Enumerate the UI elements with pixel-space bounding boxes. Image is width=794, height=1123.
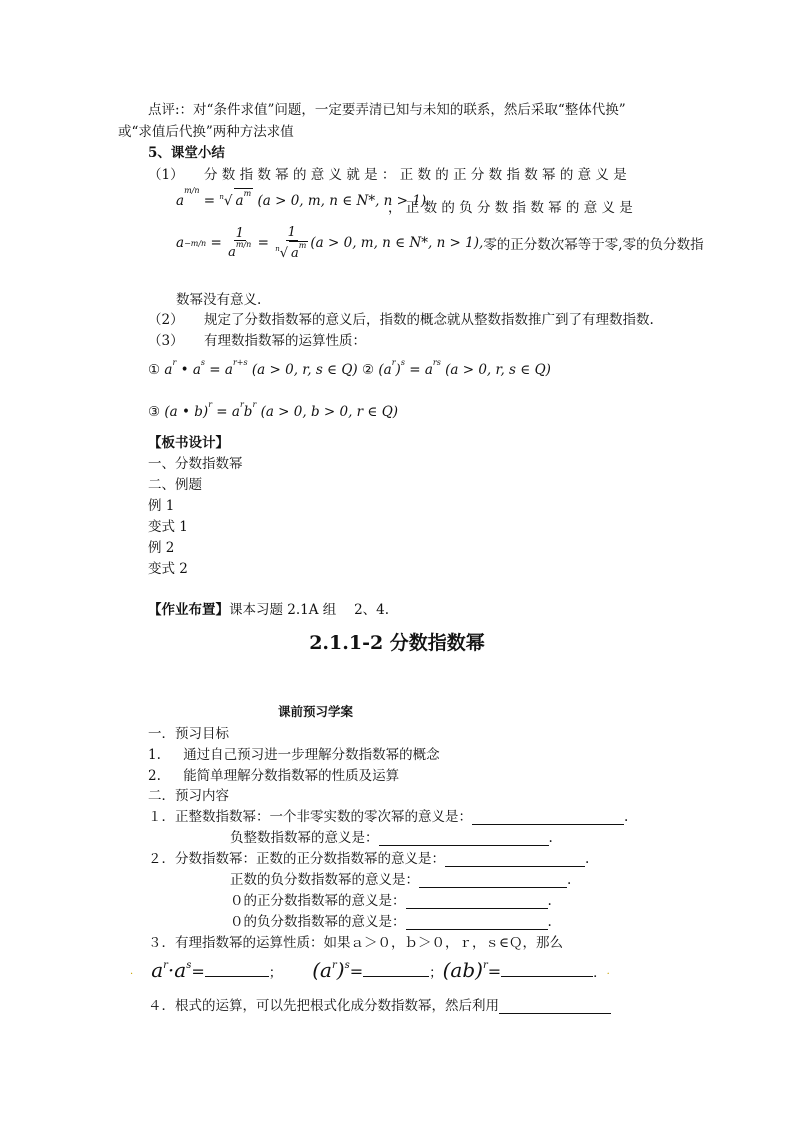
q3: ３．有理指数幂的运算性质：如果ａ＞０，ｂ＞０，ｒ，ｓ∈Ｑ，那么	[148, 935, 563, 951]
homework-text: 课本习题 2.1A 组 2、4.	[229, 602, 390, 618]
board-item: 例 1	[148, 498, 175, 514]
rule1-cond: (a > 0, r, s ∈ Q)	[251, 362, 358, 378]
goal-num: 2.	[148, 768, 161, 784]
rule-3: ③ (a • $b)^r = a^rb^r$ (a > 0, b > 0, r ∈ Q)	[148, 400, 399, 420]
board-item: 变式 1	[148, 519, 188, 535]
goal-num: 1.	[148, 747, 161, 763]
q2b: 正数的负分数指数幂的意义是： .	[230, 872, 572, 888]
board-item: 例 2	[148, 540, 175, 556]
q1b-text: 负整数指数幂的意义是：	[230, 830, 379, 846]
goal-item	[148, 764, 399, 784]
summary-p1-tail: 零的正分数次幂等于零,零的负分数指	[483, 237, 704, 254]
answer-blank[interactable]	[419, 887, 567, 888]
goal-text: 能简单理解分数指数幂的性质及运算	[183, 768, 400, 784]
summary-p1-end: 数幂没有意义.	[176, 292, 262, 308]
summary-p1-text: 分 数 指 数 幂 的 意 义 就 是 ： 正 数 的 正 分 数 指 数 幂 的 意 义 是	[204, 167, 627, 183]
summary-p2-text: 规定了分数指数幂的意义后，指数的概念就从整数指数推广到了有理数指数.	[204, 312, 654, 328]
rule1-mark: ①	[148, 362, 161, 378]
summary-heading: 5、课堂小结	[148, 145, 225, 161]
homework-label: 【作业布置】	[148, 602, 229, 618]
content-heading: 二．预习内容	[148, 788, 229, 804]
q1a-text: １．正整数指数幂：一个非零实数的零次幂的意义是：	[148, 809, 472, 825]
summary-p1-num: （1）	[148, 167, 184, 183]
goal-heading: 一．预习目标	[148, 726, 229, 742]
q3-formulas: · $a^r\cdot a^s$ = ； $(a^r)^s$ = ； (ab)$^r$ = ． ·	[130, 958, 610, 982]
answer-blank[interactable]	[472, 824, 624, 825]
comment-line-2: 或“求值后代换”两种方法求值	[118, 124, 294, 140]
answer-blank[interactable]	[379, 845, 549, 846]
q1a: １．正整数指数幂：一个非零实数的零次幂的意义是： .	[148, 809, 629, 825]
answer-blank[interactable]	[406, 908, 548, 909]
goal-item	[148, 743, 440, 763]
q2d-text: ０的负分数指数幂的意义是：	[230, 914, 406, 930]
q2a: ２．分数指数幂：正数的正分数指数幂的意义是： .	[148, 851, 590, 867]
q4	[148, 994, 611, 1014]
summary-p1-cond2: (a > 0, m, n ∈ N*, n > 1),	[310, 235, 484, 252]
q2d: ０的负分数指数幂的意义是： .	[230, 914, 552, 930]
section-title: 2.1.1-2 分数指数幂	[309, 632, 485, 654]
rule2-mark: ②	[361, 362, 375, 378]
comment-line-1: 点评:：对“条件求值”问题，一定要弄清已知与未知的联系，然后采取“整体代换”	[148, 102, 626, 118]
q2b-text: 正数的负分数指数幂的意义是：	[230, 872, 419, 888]
answer-blank[interactable]	[363, 976, 429, 977]
summary-p1-after: ， 正 数 的 负 分 数 指 数 幂 的 意 义 是	[388, 200, 633, 216]
rule3-mark: ③	[148, 404, 161, 420]
q2c-text: ０的正分数指数幂的意义是：	[230, 893, 406, 909]
goal-text: 通过自己预习进一步理解分数指数幂的概念	[183, 747, 440, 763]
preview-heading: 课前预习学案	[278, 704, 354, 719]
rule3-cond: (a > 0, b > 0, r ∈ Q)	[260, 404, 399, 420]
q4-text: ４．根式的运算，可以先把根式化成分数指数幂，然后利用	[148, 998, 499, 1014]
q2a-text: ２．分数指数幂：正数的正分数指数幂的意义是：	[148, 851, 445, 867]
answer-blank[interactable]	[501, 976, 593, 977]
answer-blank[interactable]	[406, 929, 548, 930]
board-item: 变式 2	[148, 561, 188, 577]
board-heading: 【板书设计】	[148, 435, 229, 451]
summary-p2-num: （2）	[148, 312, 184, 328]
rule-1-2: ① $a^r$ • $a^s = a^{r+s}$ (a > 0, r, s ∈ Q) ② $(a^r)^s = a^{rs}$ (a > 0, r, s ∈ Q)	[148, 358, 551, 378]
rule2-cond: (a > 0, r, s ∈ Q)	[445, 362, 551, 378]
answer-blank[interactable]	[205, 976, 269, 977]
summary-p3-num: （3）	[148, 333, 184, 349]
summary-p1-cond: (a > 0, m, n ∈ N*, n > 1)	[257, 193, 427, 209]
board-item: 一、分数指数幂	[148, 456, 243, 472]
board-item: 二、例题	[148, 477, 202, 493]
summary-p3-text: 有理数指数幂的运算性质：	[204, 333, 366, 349]
answer-blank[interactable]	[445, 866, 585, 867]
formula-negative-fractional: a −m/n = $\frac{1}{a^{m/n}}$ = $\frac{1}{^n√ a^m}$ (a > 0, m, n ∈ N*, n > 1), 零的正分数次幂等于零,零的负分数指	[176, 225, 704, 261]
homework	[148, 598, 389, 618]
q1b: 负整数指数幂的意义是： .	[230, 830, 553, 846]
formula-positive-fractional: $a^{m/n} = ^n√$ $a^m$ (a > 0, m, n ∈ N*, n > 1)	[176, 186, 427, 209]
q2c: ０的正分数指数幂的意义是： .	[230, 893, 552, 909]
answer-blank[interactable]	[499, 1013, 611, 1014]
